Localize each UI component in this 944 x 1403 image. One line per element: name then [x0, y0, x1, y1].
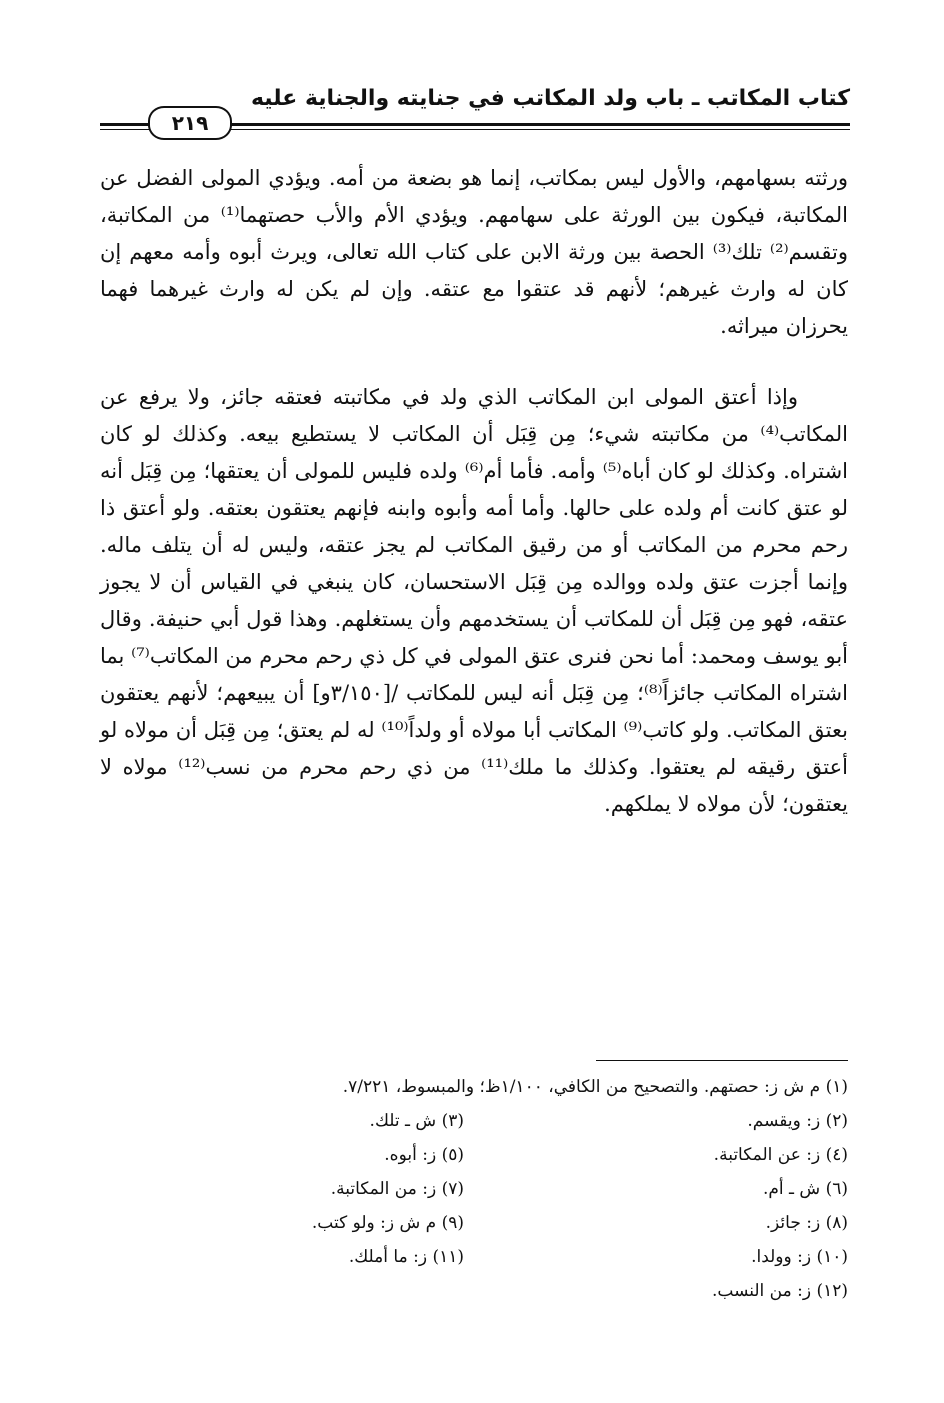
footnote: (٨) ز: جائز. [765, 1213, 848, 1233]
footnote: (٢) ز: ويقسم. [747, 1111, 848, 1131]
footnote-grid [100, 1104, 848, 1308]
footnote: (٩) م ش ز: ولو كتب. [311, 1213, 464, 1233]
footnote: (١٠) ز: وولدا. [751, 1247, 848, 1267]
main-text [100, 160, 848, 823]
paragraph: وإذا أعتق المولى ابن المكاتب الذي ولد في مكاتبته فعتقه جائز، ولا يرفع عن المكاتب⁽⁴⁾ من مكاتبته شيء؛ مِن قِبَل أن المكاتب لا يستطيع بيعه. وكذلك لو كان اشتراه. وكذلك لو كان أباه⁽⁵⁾ وأمه. فأما أم⁽⁶⁾ ولده فليس للمولى أن يعتقها؛ مِن قِبَل أنه لو عتق كانت أم ولده على حالها. وأما أمه وأبوه وابنه فإنهم يعتقون بعتقه. ولو أعتق ذا رحم محرم من المكاتب أو من رقيق المكاتب لم يجز عتقه، وليس له أن يتلف ماله. وإنما أجزت عتق ولده ووالده مِن قِبَل الاستحسان، كان ينبغي في القياس أن لا يجوز عتقه، فهو مِن قِبَل أن للمكاتب أن يستخدمهم وأن يستغلهم. وهذا قول أبي حنيفة. وقال أبو يوسف ومحمد: أما نحن فنرى عتق المولى في كل ذي رحم محرم من المكاتب⁽⁷⁾ بما اشتراه المكاتب جائزاً⁽⁸⁾؛ مِن قِبَل أنه ليس للمكاتب /[٣/١٥٠و] أن يبيعهم؛ لأنهم يعتقون بعتق المكاتب. ولو كاتب⁽⁹⁾ المكاتب أبا مولاه أو ولداً⁽¹⁰⁾ له لم يعتق؛ مِن قِبَل أن مولاه لو أعتق رقيقه لم يعتقوا. وكذلك ما ملك⁽¹¹⁾ من ذي رحم محرم من نسب⁽¹²⁾ مولاه لا يعتقون؛ لأن مولاه لا يملكهم. [100, 385, 848, 816]
page-number-frame [148, 106, 232, 140]
paragraph: ورثته بسهامهم، والأول ليس بمكاتب، إنما هو بضعة من أمه. ويؤدي المولى الفضل عن المكاتبة، فيكون بين الورثة على سهامهم. ويؤدي الأم والأب حصتهما⁽¹⁾ من المكاتبة، وتقسم⁽²⁾ تلك⁽³⁾ الحصة بين ورثة الابن على كتاب الله تعالى، ويرث أبوه وأمه معهم إن كان له وارث غيرهم؛ لأنهم قد عتقوا مع عتقه. وإن لم يكن له وارث غيرهما فهما يحرزان ميراثه. [100, 166, 848, 338]
footnotes [100, 1070, 848, 1308]
footnote: (٦) ش ـ أم. [762, 1179, 848, 1199]
footnote: (٤) ز: عن المكاتبة. [713, 1145, 848, 1165]
footnote: (١) م ش ز: حصتهم. والتصحيح من الكافي، ١/١٠٠ظ؛ والمبسوط، ٧/٢٢١. [342, 1077, 848, 1097]
running-title: كتاب المكاتب ـ باب ولد المكاتب في جنايته والجناية عليه [250, 86, 850, 111]
footnote-separator [596, 1060, 848, 1061]
page-header [100, 80, 850, 140]
page-number: ٢١٩ [171, 111, 209, 135]
footnote: (٥) ز: أبوه. [384, 1145, 464, 1165]
footnote: (١١) ز: ما أملك. [348, 1247, 464, 1267]
footnote: (١٢) ز: من النسب. [711, 1281, 848, 1301]
footnote: (٧) ز: من المكاتبة. [330, 1179, 464, 1199]
footnote: (٣) ش ـ تلك. [369, 1111, 464, 1131]
